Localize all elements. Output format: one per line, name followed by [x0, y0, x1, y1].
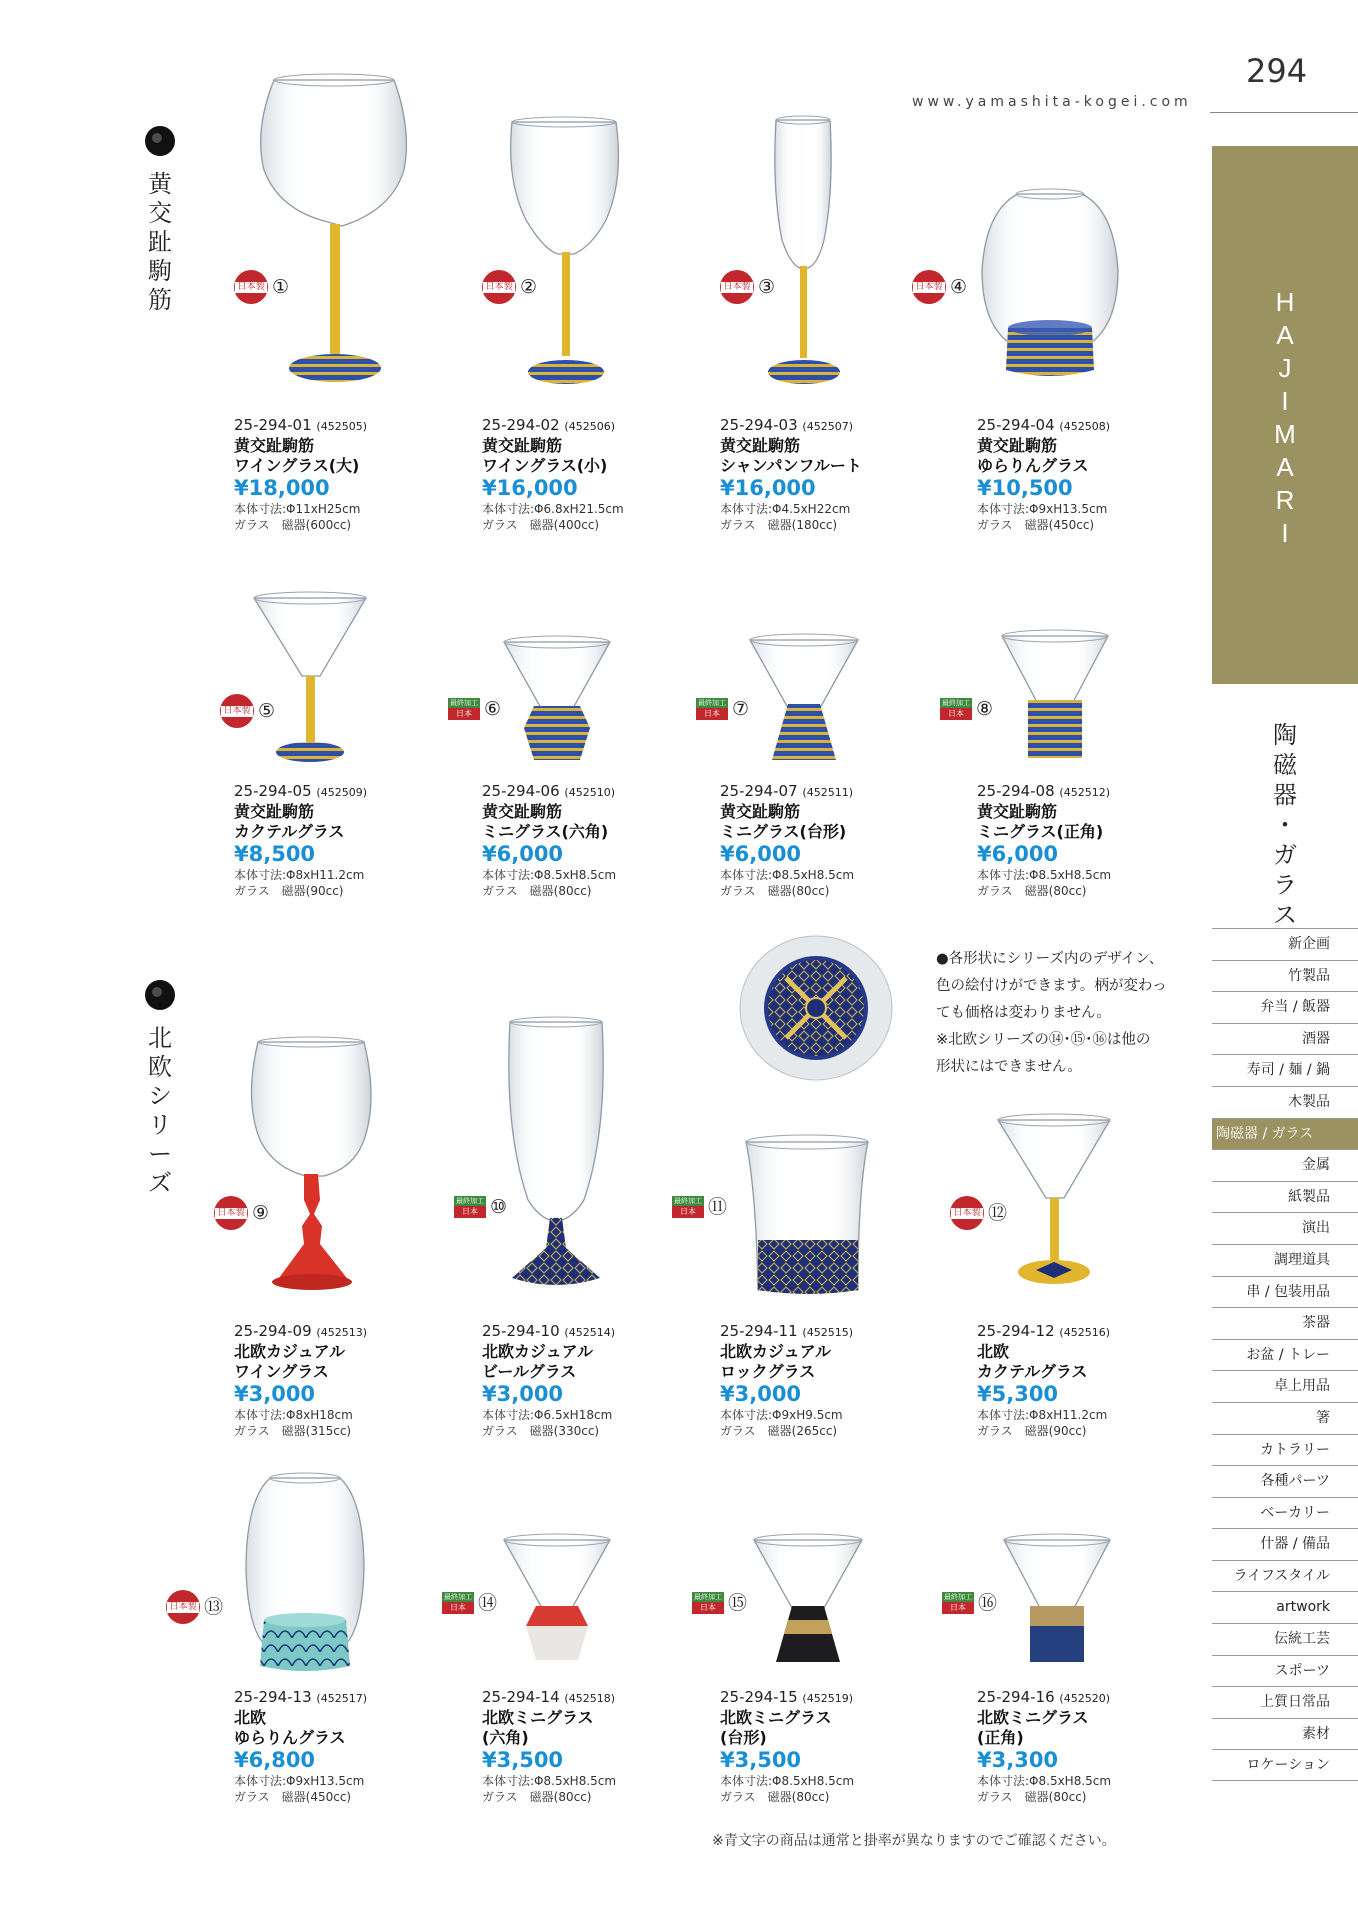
product-size: 本体寸法:Φ8.5xH8.5cm: [977, 1774, 1112, 1788]
product-material: ガラス 磁器(80cc): [720, 884, 830, 898]
product-series-name: 黄交趾駒筋: [720, 802, 801, 821]
index-item-tray[interactable]: お盆 / トレー: [1212, 1339, 1358, 1371]
series-char: 趾: [148, 228, 172, 256]
product-code: 25-294-15: [720, 1688, 798, 1706]
product-size: 本体寸法:Φ8xH11.2cm: [977, 1408, 1108, 1422]
series-char: ズ: [148, 1169, 172, 1197]
index-item-shinkikaku[interactable]: 新企画: [1212, 928, 1358, 960]
product-info: [977, 1688, 1217, 1805]
product-series-name: 北欧: [977, 1342, 1010, 1361]
product-subcode: (452509): [316, 786, 367, 799]
product-info: [482, 416, 722, 533]
ink-dot-icon: [145, 980, 175, 1010]
index-item-lifestyle[interactable]: ライフスタイル: [1212, 1560, 1358, 1592]
product-material: ガラス 磁器(80cc): [720, 1790, 830, 1804]
product-material: ガラス 磁器(90cc): [234, 884, 344, 898]
glass-image-casual-beer: [454, 1010, 684, 1300]
product-material: ガラス 磁器(80cc): [977, 884, 1087, 898]
product-size: 本体寸法:Φ8.5xH8.5cm: [482, 1774, 617, 1788]
product-code: 25-294-14: [482, 1688, 560, 1706]
product-price: ¥3,500: [482, 1748, 564, 1772]
item-number: ⑥: [484, 698, 502, 720]
item-number: ⑭: [478, 1592, 498, 1614]
product-material: ガラス 磁器(265cc): [720, 1424, 838, 1438]
product-size: 本体寸法:Φ8xH18cm: [234, 1408, 353, 1422]
product-size: 本体寸法:Φ11xH25cm: [234, 502, 361, 516]
product-price: ¥6,000: [720, 842, 802, 866]
product-material: ガラス 磁器(80cc): [482, 1790, 592, 1804]
product-size: 本体寸法:Φ8xH11.2cm: [234, 868, 365, 882]
glass-image-wine-large: [234, 60, 464, 390]
product-price: ¥6,000: [482, 842, 564, 866]
item-number: ⑮: [728, 1592, 748, 1614]
product-subcode: (452508): [1059, 420, 1110, 433]
product-subcode: (452506): [564, 420, 615, 433]
page-number: 294: [1246, 52, 1308, 90]
series-char: リ: [148, 1111, 172, 1139]
product-subcode: (452512): [1059, 786, 1110, 799]
final-processing-badge: 最終加工 日本: [456, 1197, 484, 1216]
product-price: ¥16,000: [720, 476, 816, 500]
category-char: 陶: [1273, 721, 1297, 749]
product-material: ガラス 磁器(330cc): [482, 1424, 600, 1438]
final-processing-badge: 最終加工 日本: [942, 699, 970, 718]
item-number: ⑤: [258, 700, 276, 722]
product-price: ¥3,500: [720, 1748, 802, 1772]
product-code: 25-294-16: [977, 1688, 1055, 1706]
product-subcode: (452514): [564, 1326, 615, 1339]
brand-letter: A: [1276, 320, 1294, 350]
made-in-japan-badge: 日本製: [214, 1196, 248, 1230]
product-material: ガラス 磁器(180cc): [720, 518, 838, 532]
item-number: ⑫: [988, 1202, 1008, 1224]
product-subcode: (452515): [802, 1326, 853, 1339]
product-size: 本体寸法:Φ4.5xH22cm: [720, 502, 851, 516]
glass-image-casual-wine: [214, 1030, 444, 1300]
product-series-name: 黄交趾駒筋: [482, 802, 563, 821]
product-material: ガラス 磁器(80cc): [977, 1790, 1087, 1804]
index-item-metal[interactable]: 金属: [1212, 1149, 1358, 1181]
product-code: 25-294-06: [482, 782, 560, 800]
product-type-name: カクテルグラス: [977, 1362, 1088, 1381]
series-heading-kikochi: [138, 126, 182, 315]
item-number: ②: [520, 276, 538, 298]
product-subcode: (452517): [316, 1692, 367, 1705]
brand-letter: R: [1275, 485, 1295, 515]
index-item-artwork[interactable]: artwork: [1212, 1591, 1358, 1623]
product-type-name: (台形): [720, 1728, 767, 1747]
index-item-bakery[interactable]: ベーカリー: [1212, 1497, 1358, 1529]
index-item-cooking[interactable]: 調理道具: [1212, 1244, 1358, 1276]
product-price: ¥3,000: [720, 1382, 802, 1406]
brand-name-vertical: [1212, 286, 1358, 550]
product-subcode: (452510): [564, 786, 615, 799]
brand-letter: M: [1274, 419, 1296, 449]
product-subcode: (452511): [802, 786, 853, 799]
product-type-name: ミニグラス(正角): [977, 822, 1104, 841]
product-material: ガラス 磁器(450cc): [234, 1790, 352, 1804]
index-item-bento[interactable]: 弁当 / 飯器: [1212, 991, 1358, 1023]
product-material: ガラス 磁器(450cc): [977, 518, 1095, 532]
product-subcode: (452519): [802, 1692, 853, 1705]
glass-image-mini-hexagon: [448, 580, 678, 780]
item-number: ①: [272, 276, 290, 298]
product-code: 25-294-04: [977, 416, 1055, 434]
category-char: ラ: [1273, 871, 1297, 899]
index-item-display[interactable]: 演出: [1212, 1212, 1358, 1244]
product-price: ¥6,000: [977, 842, 1059, 866]
series-char: 北: [148, 1024, 172, 1052]
made-in-japan-badge: 日本製: [166, 1590, 200, 1624]
series-char: 駒: [148, 257, 172, 285]
product-code: 25-294-01: [234, 416, 312, 434]
product-size: 本体寸法:Φ8.5xH8.5cm: [977, 868, 1112, 882]
product-material: ガラス 磁器(600cc): [234, 518, 352, 532]
final-processing-badge: 最終加工 日本: [694, 1593, 722, 1612]
product-subcode: (452516): [1059, 1326, 1110, 1339]
brand-letter: A: [1276, 452, 1294, 482]
note-line: 形状にはできません。: [936, 1059, 1082, 1075]
product-type-name: ワイングラス: [234, 1362, 329, 1381]
index-item-tea[interactable]: 茶器: [1212, 1307, 1358, 1339]
brand-letter: I: [1281, 386, 1289, 416]
made-in-japan-badge: 日本製: [482, 270, 516, 304]
made-in-japan-badge: 日本製: [720, 270, 754, 304]
series-heading-hokuo: [138, 980, 182, 1198]
brand-letter: J: [1278, 353, 1292, 383]
product-info: [234, 782, 474, 899]
product-code: 25-294-09: [234, 1322, 312, 1340]
made-in-japan-badge: 日本製: [220, 694, 254, 728]
product-series-name: 黄交趾駒筋: [977, 436, 1058, 455]
product-series-name: 北欧カジュアル: [482, 1342, 594, 1361]
brand-letter: I: [1281, 518, 1289, 548]
product-subcode: (452520): [1059, 1692, 1110, 1705]
page-number-rule: [1210, 112, 1358, 113]
product-price: ¥16,000: [482, 476, 578, 500]
product-info: [234, 1322, 474, 1439]
item-number: ⑦: [732, 698, 750, 720]
product-price: ¥3,000: [482, 1382, 564, 1406]
product-size: 本体寸法:Φ8.5xH8.5cm: [720, 868, 855, 882]
product-price: ¥5,300: [977, 1382, 1059, 1406]
product-info: [720, 782, 960, 899]
product-subcode: (452518): [564, 1692, 615, 1705]
item-number: ⑧: [976, 698, 994, 720]
product-series-name: 黄交趾駒筋: [482, 436, 563, 455]
note-line: 色の絵付けができます。柄が変わっ: [936, 978, 1167, 994]
item-number: ⑬: [204, 1596, 224, 1618]
product-code: 25-294-10: [482, 1322, 560, 1340]
series-char: 欧: [148, 1053, 172, 1081]
note-line: ※北欧シリーズの⑭･⑮･⑯は他の: [936, 1032, 1151, 1048]
product-series-name: 北欧ミニグラス: [720, 1708, 832, 1727]
product-subcode: (452505): [316, 420, 367, 433]
product-type-name: ミニグラス(六角): [482, 822, 609, 841]
made-in-japan-badge: 日本製: [234, 270, 268, 304]
product-material: ガラス 磁器(80cc): [482, 884, 592, 898]
product-series-name: 黄交趾駒筋: [977, 802, 1058, 821]
product-type-name: (正角): [977, 1728, 1024, 1747]
index-item-sake[interactable]: 酒器: [1212, 1023, 1358, 1055]
product-info: [977, 1322, 1217, 1439]
category-index-nav: [1212, 928, 1358, 1781]
product-material: ガラス 磁器(400cc): [482, 518, 600, 532]
product-size: 本体寸法:Φ9xH13.5cm: [234, 1774, 365, 1788]
product-series-name: 北欧カジュアル: [720, 1342, 832, 1361]
final-processing-badge: 最終加工 日本: [944, 1593, 972, 1612]
final-processing-badge: 最終加工 日本: [698, 699, 726, 718]
product-price: ¥6,800: [234, 1748, 316, 1772]
note-line: ても価格は変わりません。: [936, 1005, 1111, 1021]
product-code: 25-294-12: [977, 1322, 1055, 1340]
index-item-wood[interactable]: 木製品: [1212, 1086, 1358, 1118]
category-char: ガ: [1273, 841, 1297, 869]
final-processing-badge: 最終加工 日本: [450, 699, 478, 718]
item-number: ⑩: [490, 1196, 508, 1218]
item-number: ③: [758, 276, 776, 298]
index-item-location[interactable]: ロケーション: [1212, 1749, 1358, 1781]
product-code: 25-294-11: [720, 1322, 798, 1340]
ink-dot-icon: [145, 126, 175, 156]
index-item-bamboo[interactable]: 竹製品: [1212, 960, 1358, 992]
product-code: 25-294-05: [234, 782, 312, 800]
product-series-name: 北欧: [234, 1708, 267, 1727]
product-series-name: 黄交趾駒筋: [234, 436, 315, 455]
product-code: 25-294-13: [234, 1688, 312, 1706]
made-in-japan-badge: 日本製: [912, 270, 946, 304]
product-type-name: ゆらりんグラス: [977, 456, 1089, 475]
index-item-sushi[interactable]: 寿司 / 麺 / 鍋: [1212, 1054, 1358, 1086]
index-item-paper[interactable]: 紙製品: [1212, 1181, 1358, 1213]
product-subcode: (452507): [802, 420, 853, 433]
index-item-chopsticks[interactable]: 箸: [1212, 1402, 1358, 1434]
product-info: [482, 1688, 722, 1805]
product-size: 本体寸法:Φ6.5xH18cm: [482, 1408, 613, 1422]
pattern-detail-image: [738, 934, 898, 1088]
glass-image-mini-square: [940, 580, 1170, 780]
product-size: 本体寸法:Φ9xH9.5cm: [720, 1408, 843, 1422]
series-char: シ: [148, 1082, 172, 1110]
product-info: [234, 1688, 474, 1805]
product-material: ガラス 磁器(315cc): [234, 1424, 352, 1438]
product-code: 25-294-07: [720, 782, 798, 800]
index-item-traditional-craft[interactable]: 伝統工芸: [1212, 1623, 1358, 1655]
index-item-quality-daily[interactable]: 上質日常品: [1212, 1686, 1358, 1718]
note-line: ●各形状にシリーズ内のデザイン、: [936, 951, 1164, 967]
product-info: [720, 416, 960, 533]
index-item-sports[interactable]: スポーツ: [1212, 1655, 1358, 1687]
series-char: 交: [148, 199, 172, 227]
product-type-name: ワイングラス(大): [234, 456, 360, 475]
item-number: ④: [950, 276, 968, 298]
product-type-name: ロックグラス: [720, 1362, 816, 1381]
index-item-skewer[interactable]: 串 / 包装用品: [1212, 1276, 1358, 1308]
product-info: [482, 782, 722, 899]
notes-block: [936, 946, 1198, 1081]
product-price: ¥18,000: [234, 476, 330, 500]
item-number: ⑯: [978, 1592, 998, 1614]
category-char: 器: [1273, 781, 1297, 809]
brand-band: [1212, 146, 1358, 684]
product-price: ¥3,000: [234, 1382, 316, 1406]
product-info: [720, 1322, 960, 1439]
product-type-name: ゆらりんグラス: [234, 1728, 346, 1747]
product-info: [234, 416, 474, 533]
product-series-name: 黄交趾駒筋: [720, 436, 801, 455]
product-info: [977, 782, 1217, 899]
glass-image-cocktail: [220, 580, 450, 780]
product-price: ¥3,300: [977, 1748, 1059, 1772]
series-char: ー: [148, 1140, 172, 1168]
index-item-material[interactable]: 素材: [1212, 1718, 1358, 1750]
product-info: [482, 1322, 722, 1439]
category-char: 磁: [1273, 751, 1297, 779]
item-number: ⑪: [708, 1196, 728, 1218]
final-processing-badge: 最終加工 日本: [444, 1593, 472, 1612]
index-item-fixtures[interactable]: 什器 / 備品: [1212, 1528, 1358, 1560]
product-size: 本体寸法:Φ9xH13.5cm: [977, 502, 1108, 516]
product-series-name: 北欧カジュアル: [234, 1342, 346, 1361]
index-item-ceramic-glass[interactable]: 陶磁器 / ガラス: [1212, 1118, 1358, 1150]
product-type-name: シャンパンフルート: [720, 456, 862, 475]
website-url: www.yamashita-kogei.com: [912, 94, 1192, 110]
product-code: 25-294-02: [482, 416, 560, 434]
product-code: 25-294-03: [720, 416, 798, 434]
product-code: 25-294-08: [977, 782, 1055, 800]
index-item-cutlery[interactable]: カトラリー: [1212, 1434, 1358, 1466]
category-char: ス: [1273, 901, 1297, 929]
product-price: ¥8,500: [234, 842, 316, 866]
index-item-parts[interactable]: 各種パーツ: [1212, 1465, 1358, 1497]
glass-image-hokuo-yurarin: [166, 1470, 396, 1680]
item-number: ⑨: [252, 1202, 270, 1224]
product-series-name: 北欧ミニグラス: [482, 1708, 594, 1727]
product-price: ¥10,500: [977, 476, 1073, 500]
glass-image-wine-small: [482, 60, 712, 390]
product-material: ガラス 磁器(90cc): [977, 1424, 1087, 1438]
product-type-name: (六角): [482, 1728, 529, 1747]
product-type-name: カクテルグラス: [234, 822, 345, 841]
final-processing-badge: 最終加工 日本: [674, 1197, 702, 1216]
product-size: 本体寸法:Φ8.5xH8.5cm: [482, 868, 617, 882]
product-series-name: 北欧ミニグラス: [977, 1708, 1089, 1727]
product-type-name: ビールグラス: [482, 1362, 577, 1381]
product-subcode: (452513): [316, 1326, 367, 1339]
glass-image-mini-trapezoid: [696, 580, 926, 780]
product-type-name: ワイングラス(小): [482, 456, 608, 475]
product-info: [720, 1688, 960, 1805]
product-info: [977, 416, 1217, 533]
product-series-name: 黄交趾駒筋: [234, 802, 315, 821]
series-char: 筋: [148, 286, 172, 314]
product-size: 本体寸法:Φ6.8xH21.5cm: [482, 502, 624, 516]
glass-image-yurarin: [912, 60, 1142, 390]
product-size: 本体寸法:Φ8.5xH8.5cm: [720, 1774, 855, 1788]
category-char: ・: [1273, 811, 1297, 839]
index-item-tabletop[interactable]: 卓上用品: [1212, 1370, 1358, 1402]
category-title-vertical: [1262, 720, 1308, 930]
series-char: 黄: [148, 170, 172, 198]
made-in-japan-badge: 日本製: [950, 1196, 984, 1230]
footer-note: ※青文字の商品は通常と掛率が異なりますのでご確認ください。: [712, 1833, 1116, 1849]
brand-letter: H: [1275, 287, 1295, 317]
product-type-name: ミニグラス(台形): [720, 822, 847, 841]
